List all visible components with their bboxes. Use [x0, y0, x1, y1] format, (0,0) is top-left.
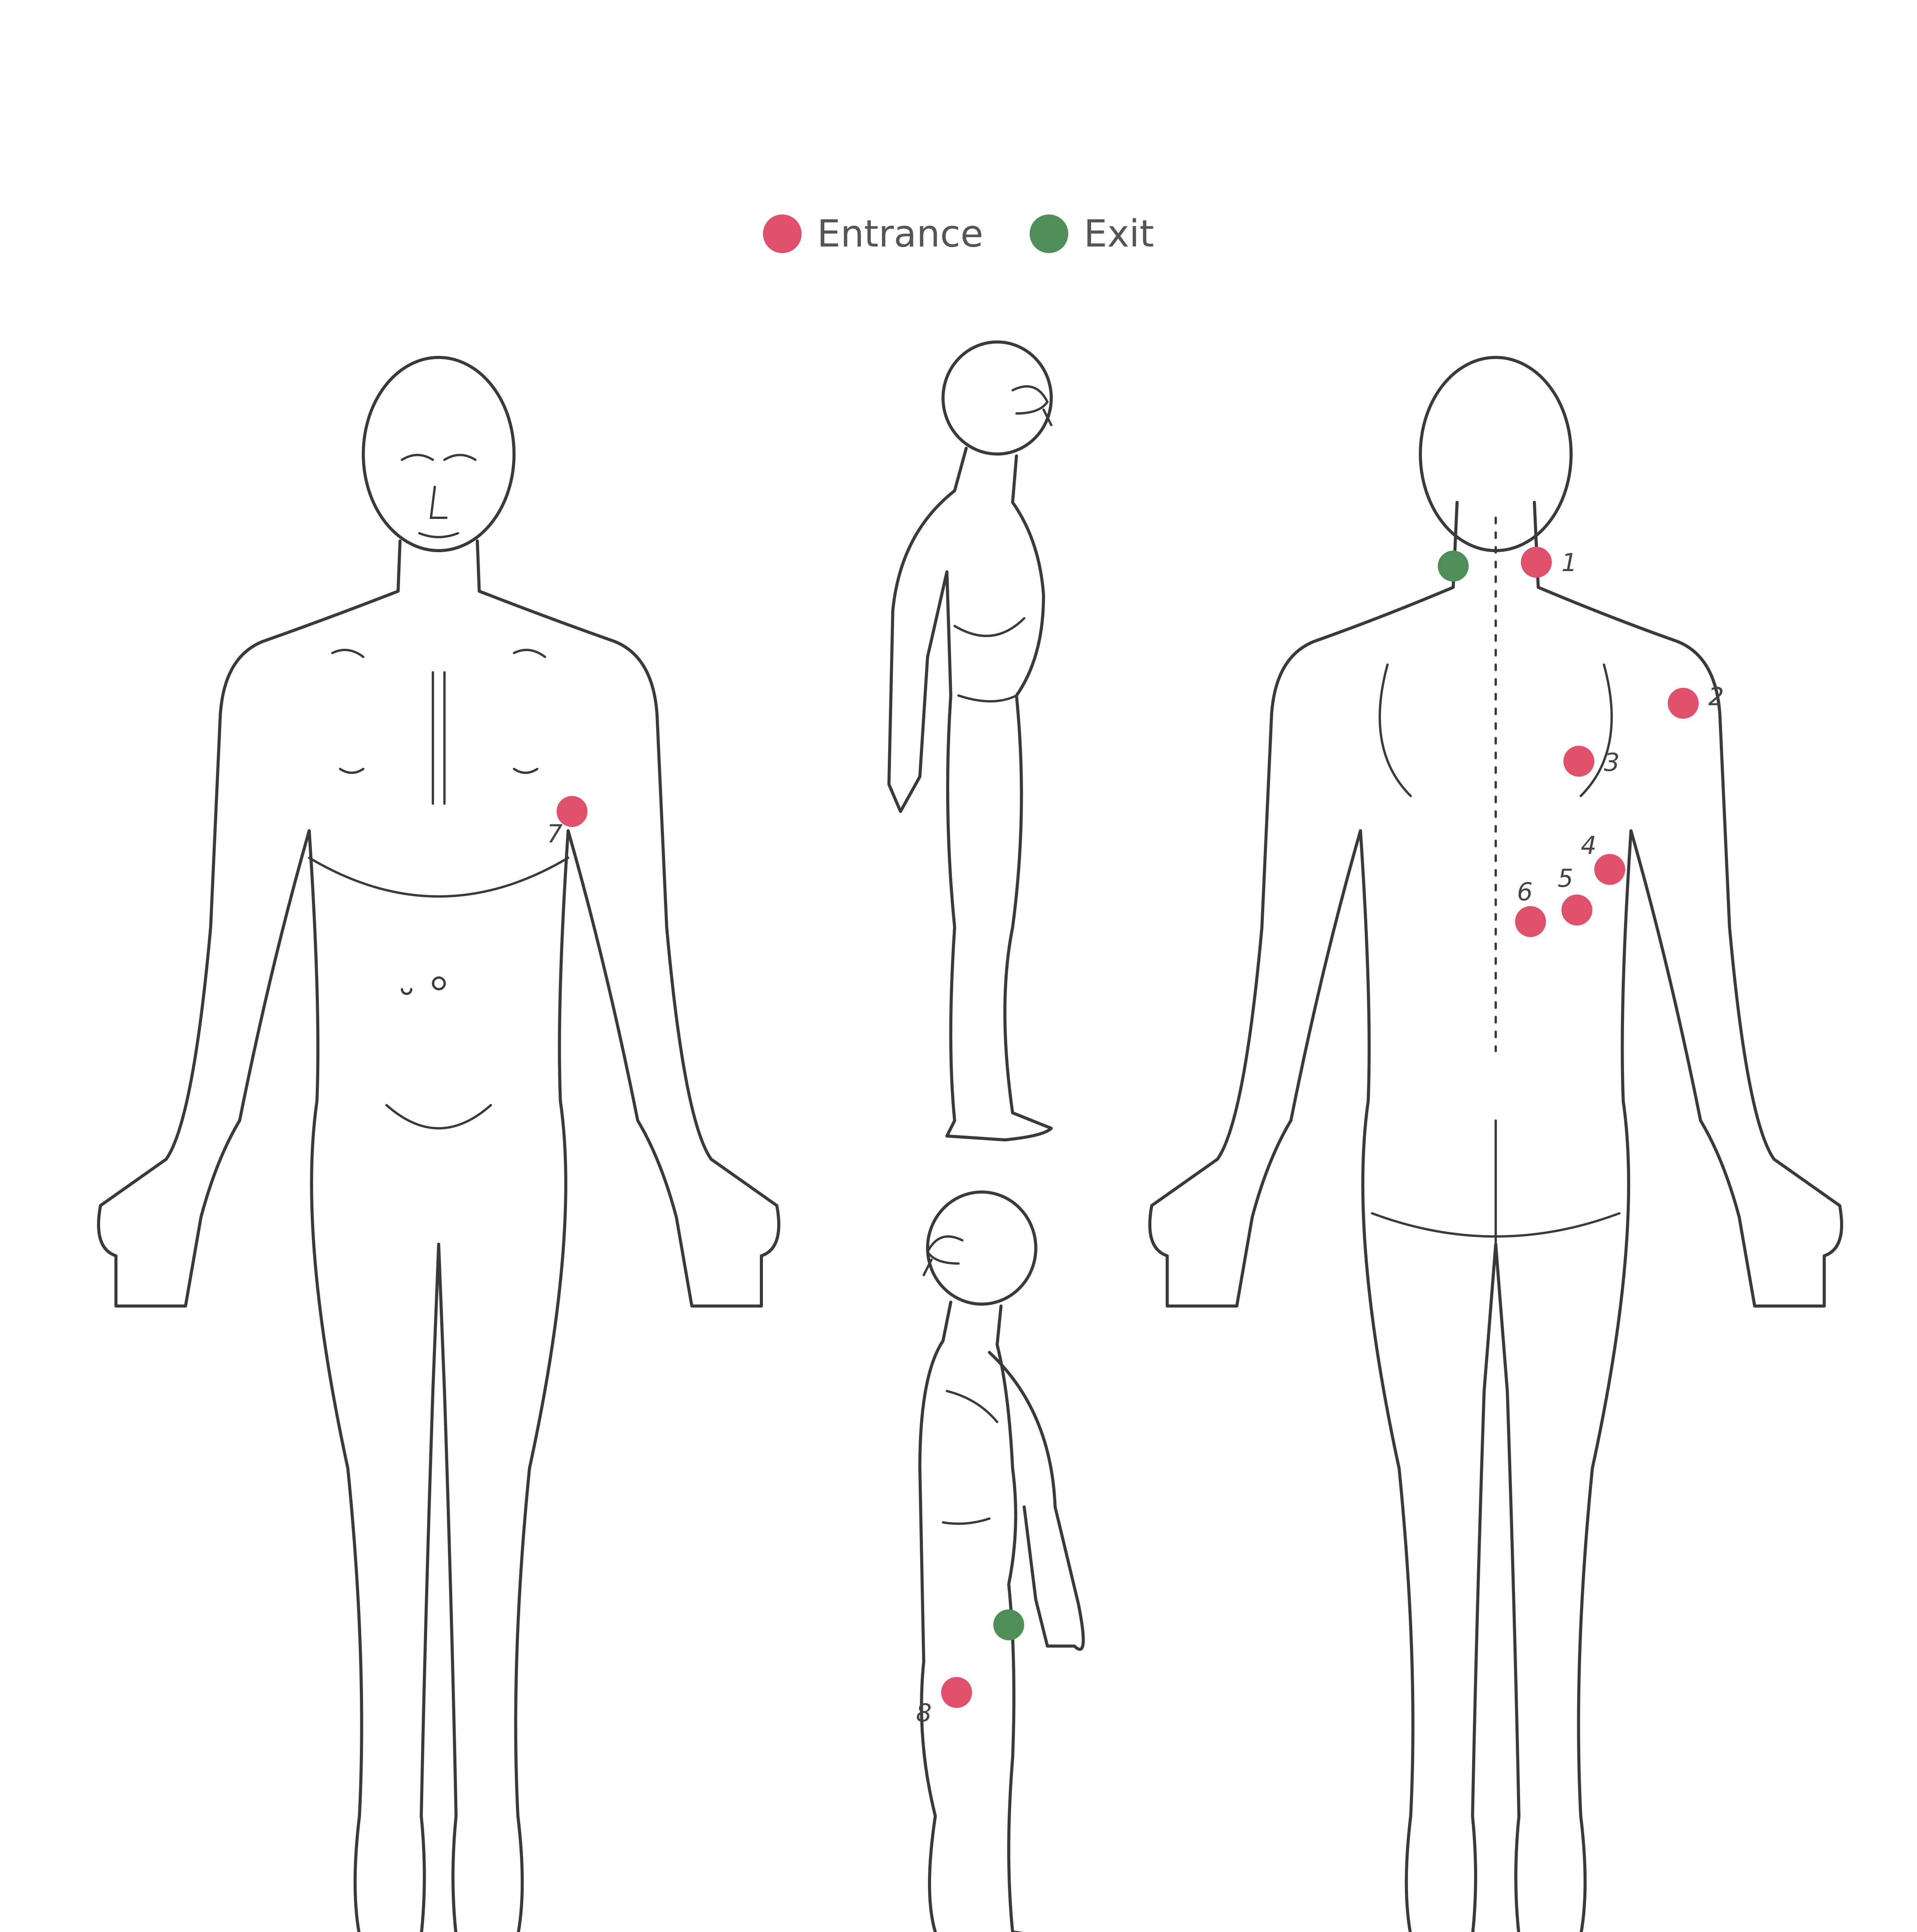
- entrance-wound-marker: [1668, 688, 1699, 719]
- entrance-wound-marker: [1515, 906, 1546, 937]
- entrance-wound-marker: [1561, 895, 1592, 925]
- wound-number: 3: [1604, 748, 1620, 777]
- wound-number: 5: [1558, 864, 1573, 893]
- legend-exit-label: Exit: [1084, 212, 1154, 255]
- entrance-wound-marker: [1563, 746, 1594, 777]
- entrance-wound-marker: [1594, 854, 1625, 885]
- wound-number: 1: [1561, 549, 1577, 577]
- wound-number: 8: [916, 1699, 932, 1728]
- exit-wound-marker: [993, 1609, 1024, 1640]
- entrance-wound-marker: [1521, 547, 1552, 578]
- legend-entrance-label: Entrance: [817, 212, 984, 255]
- lateral-body-figure-lower: [920, 1192, 1083, 1932]
- wound-number: 7: [547, 820, 563, 849]
- lateral-body-figure-upper: [889, 342, 1051, 1140]
- wound-number: 2: [1708, 683, 1724, 711]
- anterior-body-figure: [99, 357, 779, 1932]
- wound-markers: [547, 547, 1724, 1728]
- entrance-wound-marker: [941, 1677, 972, 1708]
- exit-wound-marker: [1438, 551, 1469, 582]
- wound-number: 6: [1517, 878, 1533, 906]
- posterior-body-figure: [1150, 357, 1842, 1932]
- wound-number: 4: [1581, 832, 1597, 860]
